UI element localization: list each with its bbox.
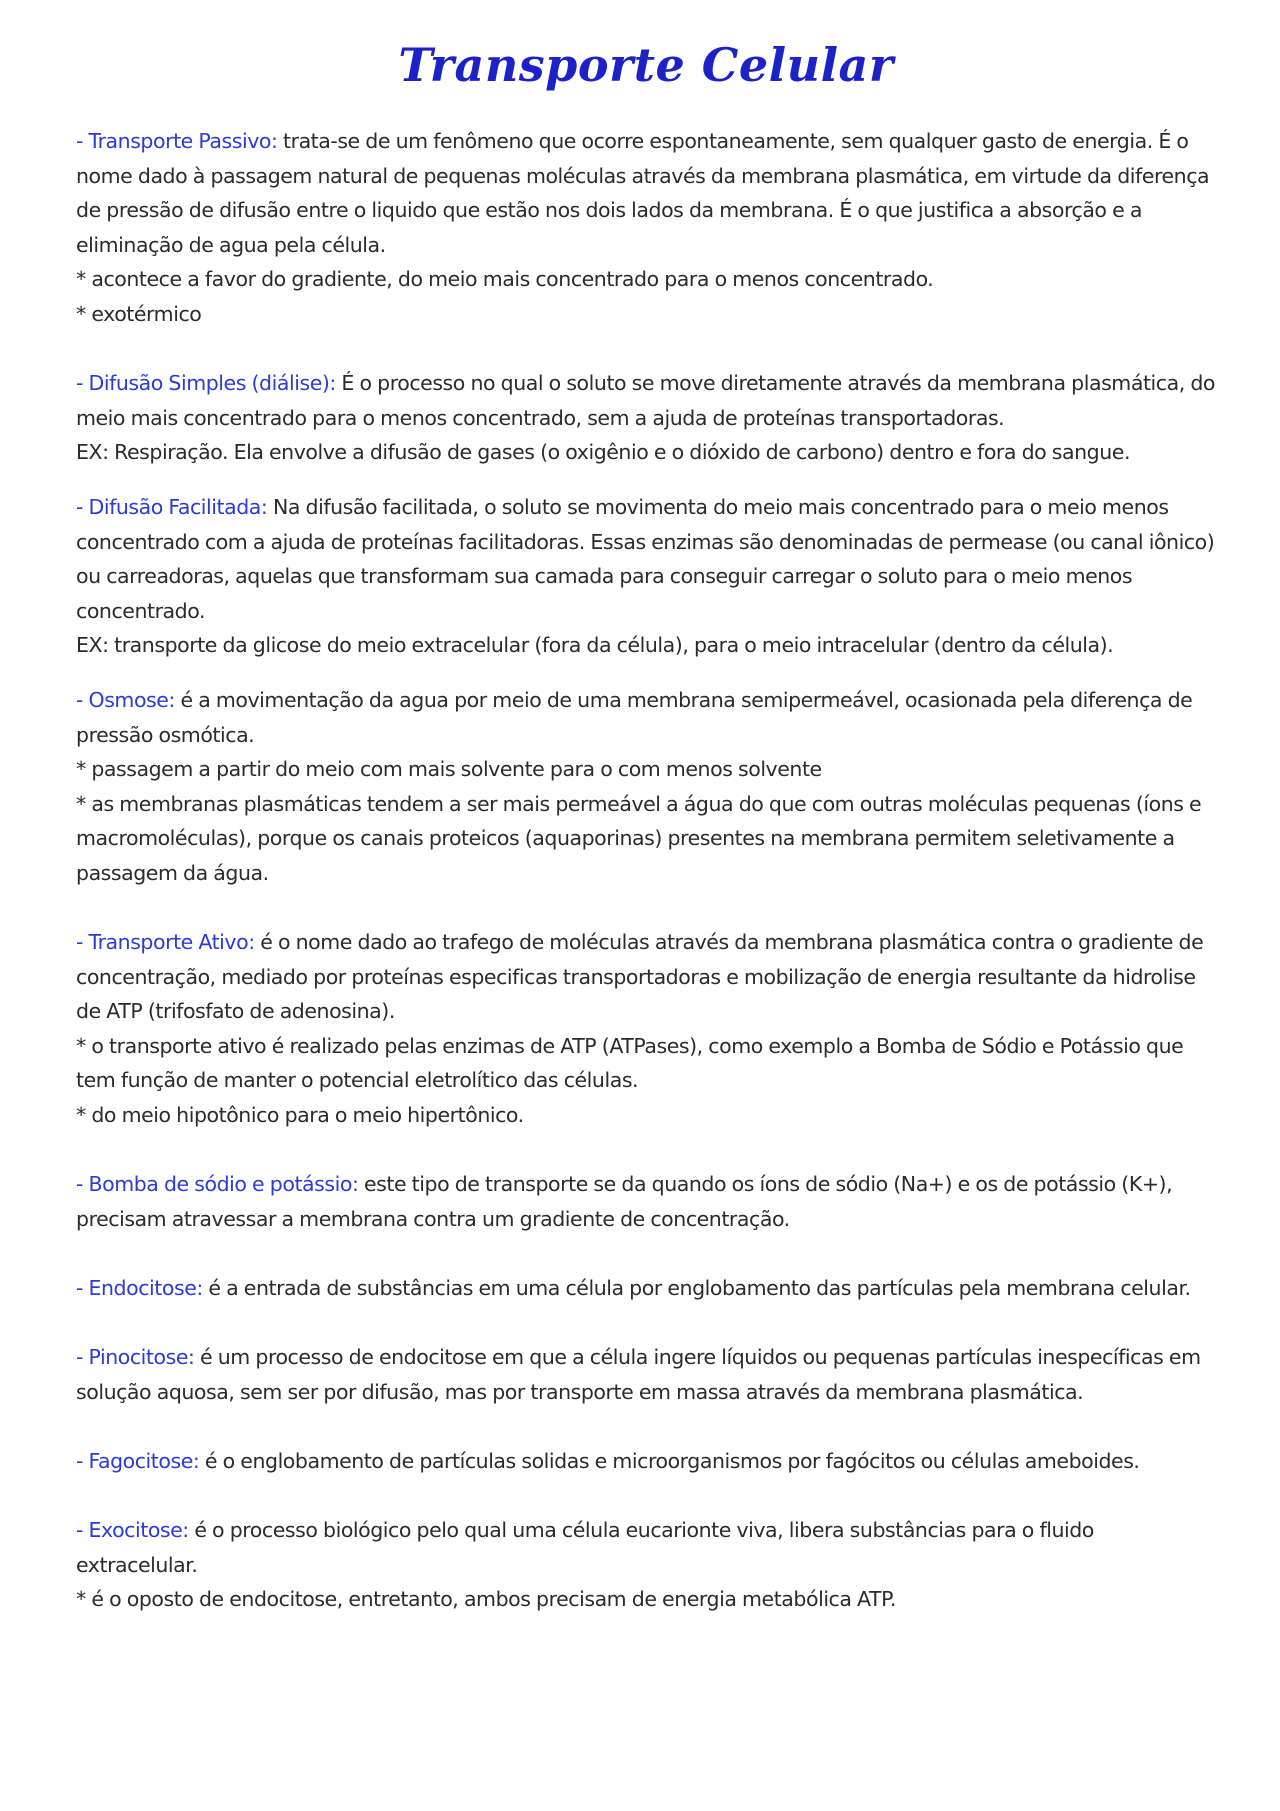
section-term: - Bomba de sódio e potássio: — [76, 1172, 359, 1197]
section-paragraph — [76, 925, 1216, 1029]
section-term: - Osmose: — [76, 687, 175, 712]
section-bomba-sodio-potassio — [76, 1167, 1216, 1236]
section-exocitose — [76, 1513, 1216, 1617]
document-body — [76, 124, 1216, 1617]
section-pinocitose — [76, 1340, 1216, 1409]
section-note: EX: transporte da glicose do meio extracelular (fora da célula), para o meio intracelular (dentro da célula). — [76, 633, 1114, 658]
section-text: é a movimentação da agua por meio de uma membrana semipermeável, ocasionada pela diferença de pressão osmótica. — [76, 687, 1193, 747]
section-osmose — [76, 683, 1216, 891]
spacer — [76, 1409, 1216, 1444]
section-paragraph — [76, 490, 1216, 628]
spacer — [76, 1306, 1216, 1341]
section-paragraph — [76, 124, 1216, 262]
section-text: é o englobamento de partículas solidas e microorganismos por fagócitos ou células ameboides. — [199, 1448, 1140, 1473]
section-term: - Transporte Ativo: — [76, 930, 255, 955]
section-paragraph — [76, 1271, 1216, 1306]
section-note: * as membranas plasmáticas tendem a ser mais permeável a água do que com outras moléculas pequenas (íons e macromoléculas), porque os canais proteicos (aquaporinas) presentes na membrana permitem seletivamente a passagem da água. — [76, 791, 1202, 885]
section-paragraph — [76, 683, 1216, 752]
section-note: * exotérmico — [76, 301, 202, 326]
section-difusao-facilitada — [76, 490, 1216, 663]
section-term: - Exocitose: — [76, 1518, 189, 1543]
section-text: É o processo no qual o soluto se move diretamente através da membrana plasmática, do meio mais concentrado para o menos concentrado, sem a ajuda de proteínas transportadoras. — [76, 371, 1215, 430]
section-text: trata-se de um fenômeno que ocorre espontaneamente, sem qualquer gasto de energia. É o nome dado à passagem natural de pequenas moléculas através da membrana plasmática, em virtude da diferença de pressão de difusão entre o liquido que estão nos dois lados da membrana. É o que justifica a absorção e a eliminação de agua pela célula. — [76, 129, 1210, 257]
section-paragraph — [76, 1167, 1216, 1236]
section-text: este tipo de transporte se da quando os íons de sódio (Na+) e os de potássio (K+), precisam atravessar a membrana contra um gradiente de concentração. — [76, 1172, 1173, 1231]
section-text: é a entrada de substâncias em uma célula por englobamento das partículas pela membrana celular. — [202, 1276, 1191, 1300]
spacer — [76, 890, 1216, 925]
section-paragraph — [76, 366, 1216, 435]
spacer — [76, 470, 1216, 490]
section-transporte-ativo — [76, 925, 1216, 1133]
section-term: - Endocitose: — [76, 1276, 203, 1300]
section-paragraph — [76, 1513, 1216, 1582]
spacer — [76, 663, 1216, 683]
section-note: * o transporte ativo é realizado pelas enzimas de ATP (ATPases), como exemplo a Bomba de Sódio e Potássio que tem função de manter o potencial eletrolítico das células. — [76, 1033, 1184, 1093]
section-note: EX: Respiração. Ela envolve a difusão de gases (o oxigênio e o dióxido de carbono) dentro e fora do sangue. — [76, 440, 1131, 465]
section-text: é o nome dado ao trafego de moléculas através da membrana plasmática contra o gradiente de concentração, mediado por proteínas especificas transportadoras e mobilização de energia resultante da hidrolise de ATP (trifosfato de adenosina). — [76, 930, 1204, 1024]
section-note: * é o oposto de endocitose, entretanto, ambos precisam de energia metabólica ATP. — [76, 1587, 896, 1612]
spacer — [76, 1479, 1216, 1514]
section-text: é um processo de endocitose em que a célula ingere líquidos ou pequenas partículas inespecíficas em solução aquosa, sem ser por difusão, mas por transporte em massa através da membrana plasmática. — [76, 1345, 1201, 1404]
section-text: Na difusão facilitada, o soluto se movimenta do meio mais concentrado para o meio menos concentrado com a ajuda de proteínas facilitadoras. Essas enzimas são denominadas de permease (ou canal iônico) ou carreadoras, aquelas que transformam sua camada para conseguir carregar o soluto para o meio menos concentrado. — [76, 494, 1215, 623]
section-note: * do meio hipotônico para o meio hipertônico. — [76, 1103, 524, 1128]
section-note: * passagem a partir do meio com mais solvente para o com menos solvente — [76, 757, 822, 782]
section-endocitose — [76, 1271, 1216, 1306]
section-difusao-simples — [76, 366, 1216, 470]
section-paragraph — [76, 1444, 1216, 1479]
section-term: - Fagocitose: — [76, 1448, 200, 1473]
spacer — [76, 1133, 1216, 1168]
section-paragraph — [76, 1340, 1216, 1409]
section-term: - Transporte Passivo: — [76, 129, 278, 153]
section-term: - Difusão Facilitada: — [76, 494, 268, 519]
section-term: - Difusão Simples (diálise): — [76, 371, 336, 396]
page-title: Transporte Celular — [398, 38, 894, 92]
section-transporte-passivo — [76, 124, 1216, 332]
section-text: é o processo biológico pelo qual uma célula eucarionte viva, libera substâncias para o fluido extracelular. — [76, 1518, 1094, 1577]
section-fagocitose — [76, 1444, 1216, 1479]
document-page — [76, 0, 1216, 1617]
section-term: - Pinocitose: — [76, 1345, 195, 1370]
spacer — [76, 1236, 1216, 1271]
spacer — [76, 332, 1216, 367]
section-note: * acontece a favor do gradiente, do meio mais concentrado para o menos concentrado. — [76, 267, 934, 292]
